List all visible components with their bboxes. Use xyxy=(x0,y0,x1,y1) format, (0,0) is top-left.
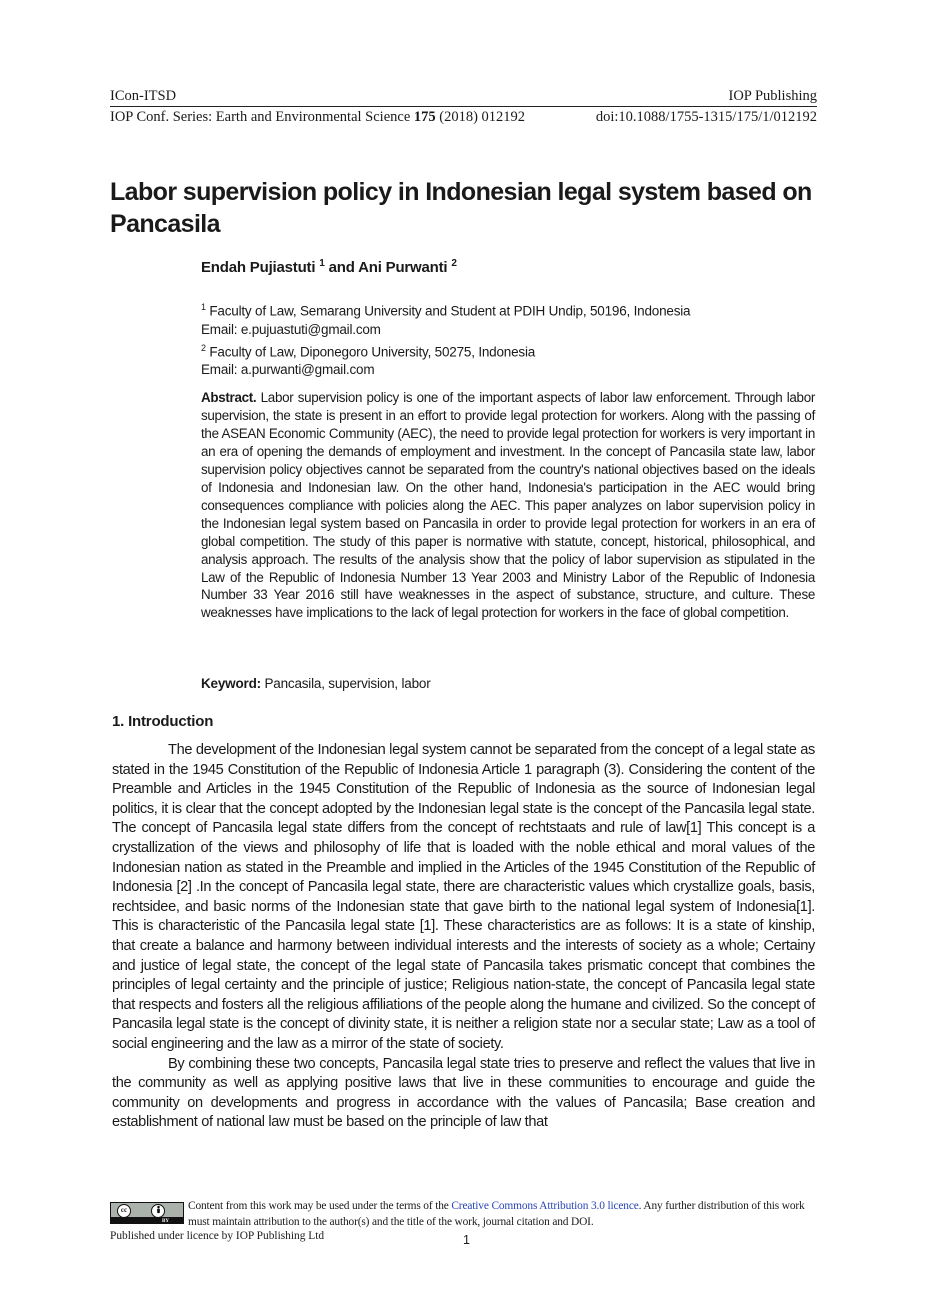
paper-title: Labor supervision policy in Indonesian legal system based on Pancasila xyxy=(110,178,812,238)
affiliation-line xyxy=(201,298,821,321)
section-heading: 1. Introduction xyxy=(112,713,214,730)
by-label: BY xyxy=(162,1219,169,1224)
abstract-label: Abstract. xyxy=(201,390,257,405)
license-prefix: Content from this work may be used under the terms of the xyxy=(188,1200,452,1212)
series-name: IOP Conf. Series: Earth and Environmental Science xyxy=(110,109,414,125)
abstract xyxy=(201,389,815,622)
cc-by-badge-icon xyxy=(110,1202,184,1224)
author-list xyxy=(201,258,457,276)
series-year-article: (2018) 012192 xyxy=(435,109,526,125)
author-conjunction: and xyxy=(324,259,359,276)
published-under-licence: Published under licence by IOP Publishing Ltd xyxy=(110,1230,325,1242)
journal-series xyxy=(110,109,525,126)
author-affiliation-mark: 2 xyxy=(451,258,457,269)
volume-number: 175 xyxy=(413,109,436,125)
keyword-label: Keyword: xyxy=(201,676,261,691)
affiliation-text: Faculty of Law, Semarang University and Student at PDIH Undip, 50196, Indonesia xyxy=(209,303,691,319)
person-icon xyxy=(154,1205,163,1214)
license-link[interactable]: Creative Commons Attribution 3.0 licence xyxy=(451,1200,639,1212)
paragraph: The development of the Indonesian legal system cannot be separated from the concept of a legal state as stated in the 1945 Constitution of the Republic of Indonesia Article 1 paragraph (3). Considering the content of the Preamble and Articles in the 1945 Constitution of the Republic of Indonesia as the source of Indonesian legal politics, it is clear that the concept adopted by the Indonesian legal state is the concept of the Pancasila legal state. The concept of Pancasila legal state differs from the concept of rechtstaats and rule of law[1] This concept is a crystallization of the views and philosophy of life that is loaded with the noble ethical and moral values of the Indonesian nation as stated in the Preamble and implied in the Articles of the 1945 Constitution of the Republic of Indonesia [2] .In the concept of Pancasila legal state, there are characteristic values which crystallize goals, basis, rechtsidee, and basic norms of the Indonesian state that gave birth to the national legal system of Indonesia[1]. This is characteristic of the Pancasila legal state [1]. These characteristics are as follows: It is a state of kinship, that create a balance and harmony between individual interests and the interests of society as a whole; Certainy and justice of legal state, the concept of the legal state of Pancasila takes prismatic concept that combines the principles of legal certainty and the principle of justice; Religious nation-state, the concept of Pancasila legal state that respects and fosters all the religious affiliations of the people along the humane and civilized. So the concept of Pancasila legal state is the concept of divinity state, it is neither a religion state nor a secular state; Law as a tool of social engineering and the law as a mirror of the state of society. xyxy=(112,742,815,1052)
cc-icon: cc xyxy=(117,1204,131,1218)
author-name: Endah Pujiastuti xyxy=(201,259,316,276)
author-name: Ani Purwanti xyxy=(358,259,448,276)
abstract-text: Labor supervision policy is one of the important aspects of labor law enforcement. Through labor supervision, the state is present in an effort to provide legal protection for workers. Along with the passing of the ASEAN Economic Community (AEC), the need to provide legal protection for workers is very important in an era of opening the demands of employment and investment. In the concept of Pancasila state law, labor supervision policy objectives cannot be separated from the country's national objectives based on the ideals of Indonesia and Indonesian law. On the other hand, Indonesia's participation in the AEC would bring consequences compliance with policies along the AEC. This paper analyzes on labor supervision policy in the Indonesian legal system based on Pancasila in order to provide legal protection for workers in an era of global competition. The study of this paper is normative with statute, concept, historical, philosophical, and analysis approach. The results of the analysis show that the policy of labor supervision as stipulated in the Law of the Republic of Indonesia Number 13 Year 2003 and Ministry Labor of the Republic of Indonesia Number 33 Year 2016 still have weaknesses in the aspect of substance, structure, and culture. These weaknesses have implications to the lack of legal protection for workers in the face of global competition. xyxy=(201,390,815,621)
publisher-name: IOP Publishing xyxy=(728,88,817,104)
affiliation-text: Faculty of Law, Diponegoro University, 50275, Indonesia xyxy=(209,344,536,359)
keyword-text: Pancasila, supervision, labor xyxy=(260,676,431,691)
doi: doi:10.1088/1755-1315/175/1/012192 xyxy=(595,109,817,125)
running-header-bottom xyxy=(110,109,817,126)
license-suffix: . Any further distribution of this work must maintain attribution to the author(s) and the title of the work, journal citation and DOI. xyxy=(188,1200,805,1228)
author-affiliation-mark: 1 xyxy=(319,258,325,269)
running-header-top xyxy=(110,88,817,107)
body-text xyxy=(112,741,815,1133)
license-text xyxy=(188,1198,820,1230)
affiliation-mark: 2 xyxy=(201,342,206,353)
attribution-person-icon xyxy=(151,1204,165,1218)
paragraph: By combining these two concepts, Pancasila legal state tries to preserve and reflect the values that live in the community as well as applying positive laws that live in these communities to encourage and guide the community on developments and progress in accordance with the values of Pancasila; Base creation and establishment of national law must be based on the principle of law that xyxy=(112,1055,815,1131)
badge-bar xyxy=(111,1217,183,1223)
keywords xyxy=(201,676,431,691)
affiliations xyxy=(201,298,821,379)
conference-name: ICon-ITSD xyxy=(110,88,177,104)
affiliation-line xyxy=(201,339,821,362)
page-number: 1 xyxy=(463,1233,470,1247)
affiliation-email: Email: a.purwanti@gmail.com xyxy=(201,362,375,377)
affiliation-mark: 1 xyxy=(201,302,206,312)
affiliation-email: Email: e.pujuastuti@gmail.com xyxy=(201,321,381,337)
